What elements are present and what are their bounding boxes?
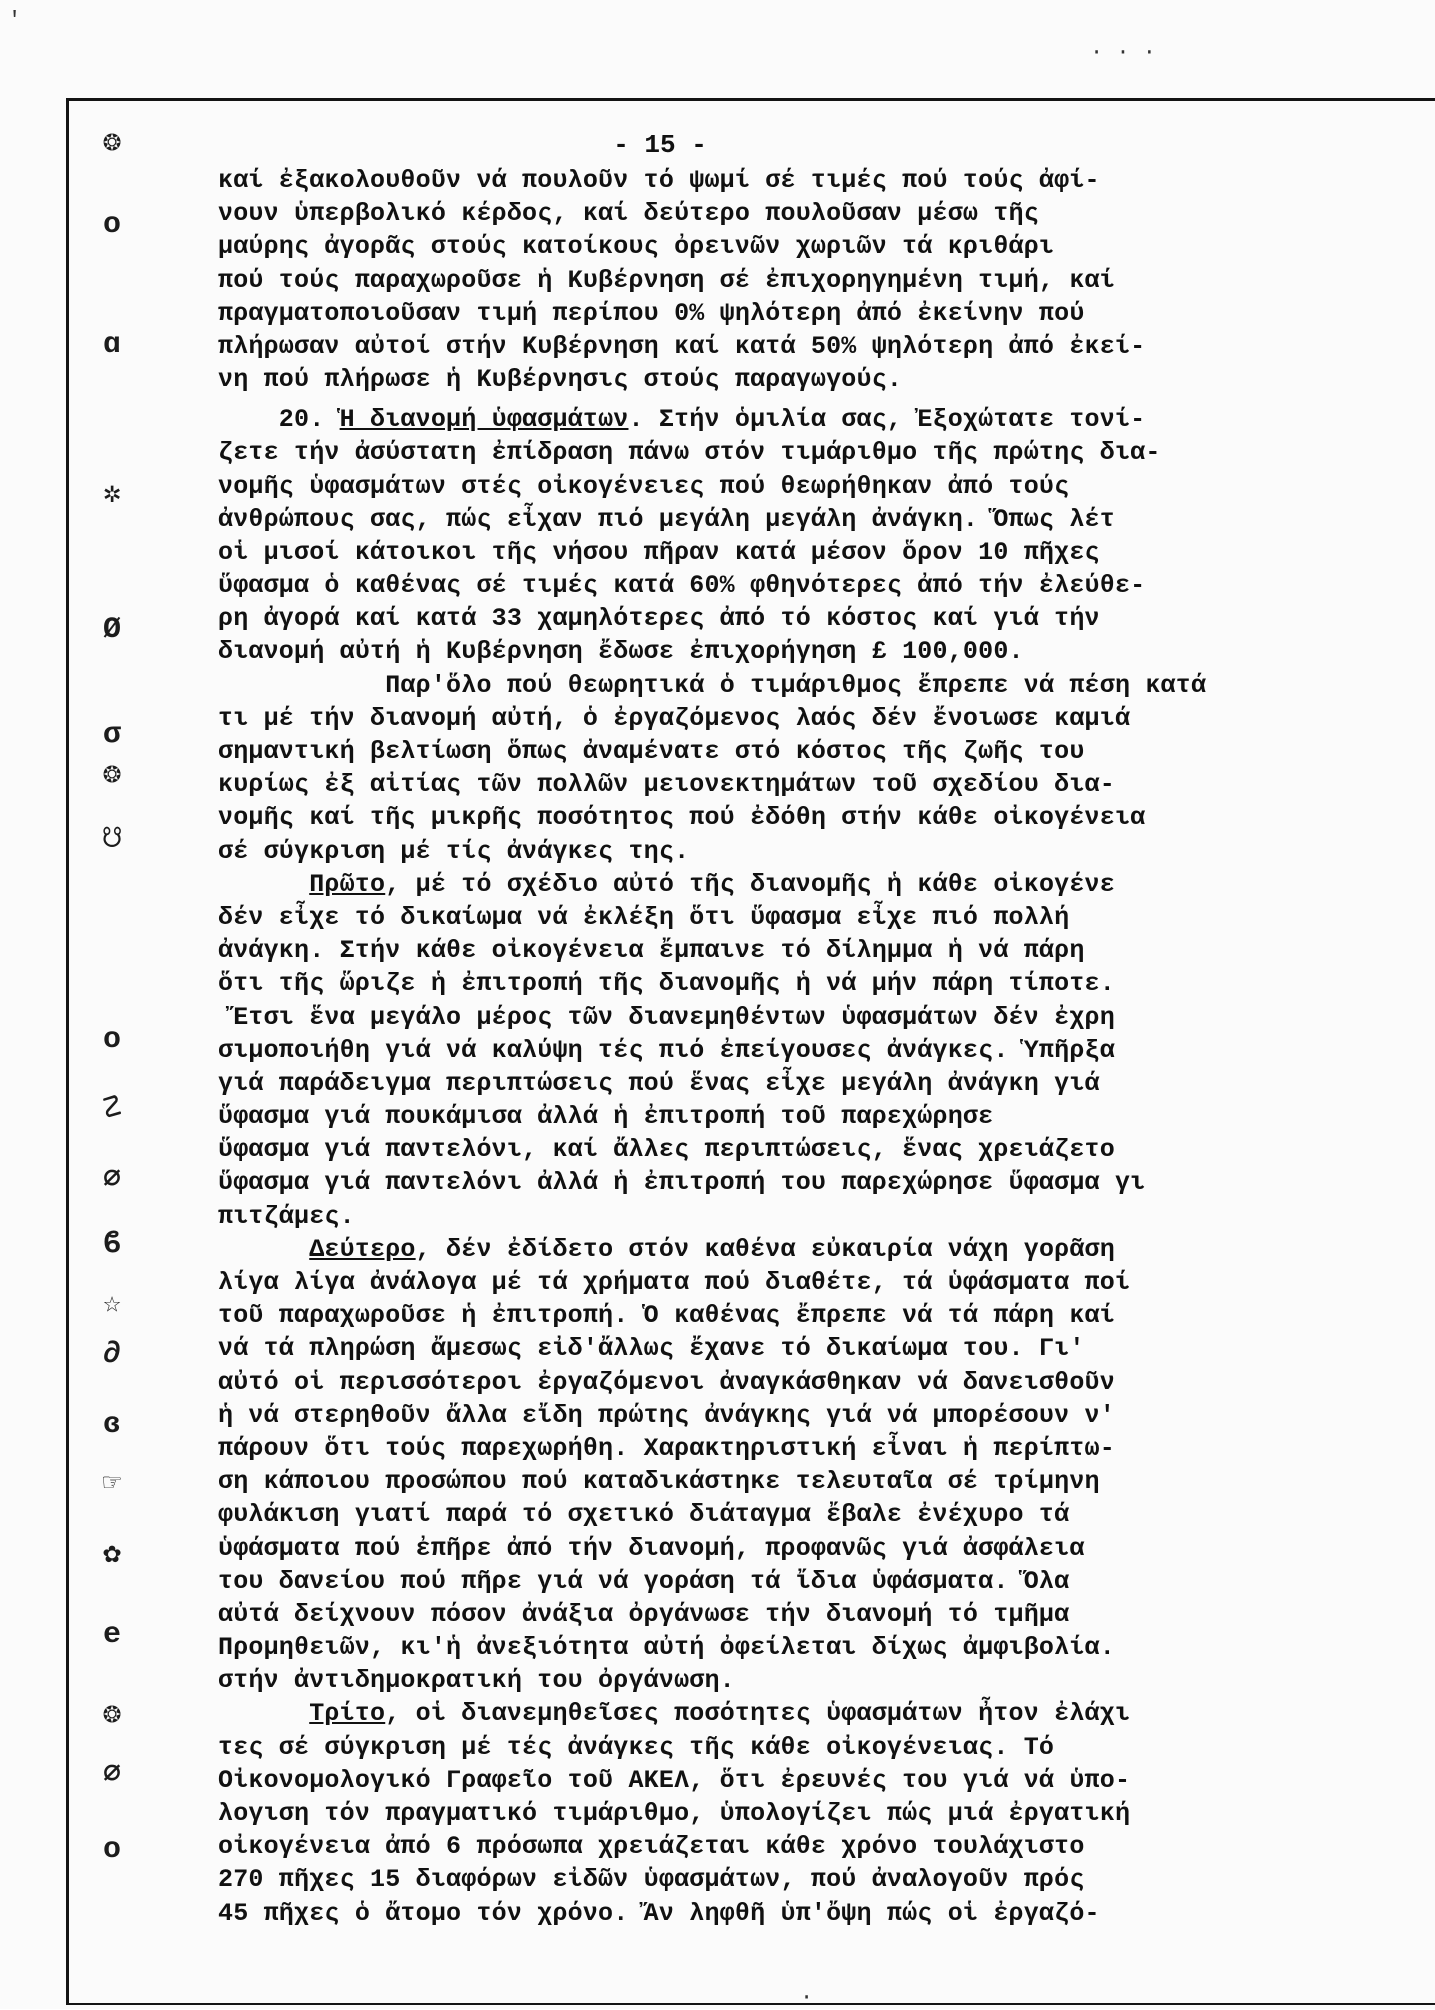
line-text: του δανείου πού πῆρε γιά νά γοράση τά ἴδια ὑφάσματα. Ὅλα <box>218 1566 1070 1596</box>
margin-mark: ☆ <box>102 1288 122 1322</box>
line-text: οἰκογένεια ἀπό 6 πρόσωπα χρειάζεται κάθε χρόνο τουλάχιστο <box>218 1832 1085 1862</box>
line-text: δέν εἶχε τό δικαίωμα νά ἐκλέξη ὅτι ὕφασμα εἶχε πιό πολλή <box>218 902 1070 932</box>
line-text: πάρουν ὅτι τούς παρεχωρήθη. Χαρακτηριστική εἶναι ἡ περίπτω- <box>218 1433 1115 1463</box>
line-text: ρη ἀγορά καί κατά 33 χαμηλότερες ἀπό τό κόστος καί γιά τήν <box>218 604 1100 634</box>
margin-mark: σ <box>102 718 121 752</box>
text-line <box>218 1664 1418 1697</box>
text-line <box>218 801 1418 834</box>
margin-mark: ❂ <box>102 758 122 792</box>
text-line <box>218 197 1418 230</box>
text-line <box>218 1399 1418 1432</box>
text-line <box>218 330 1418 363</box>
line-text: Προμηθειῶν, κι'ἡ ἀνεξιότητα αὐτή ὀφείλεται δίχως ἀμφιβολία. <box>218 1633 1115 1663</box>
text-line <box>218 436 1418 469</box>
text-line <box>218 967 1418 1000</box>
line-lead: 20. <box>218 405 340 435</box>
line-text: αὐτά δείχνουν πόσον ἀνάξια ὀργάνωσε τήν διανομή τό τμῆμα <box>218 1599 1070 1629</box>
text-line <box>218 1465 1418 1498</box>
margin-mark: ☞ <box>102 1468 122 1502</box>
text-line <box>218 363 1418 403</box>
text-line <box>218 1432 1418 1465</box>
line-text: Οἰκονομολογικό Γραφεῖο τοῦ ΑΚΕΛ, ὅτι ἐρευνές του γιά νά ὑπο- <box>218 1765 1131 1795</box>
text-line <box>218 735 1418 768</box>
text-line <box>218 1830 1418 1863</box>
line-text: στήν ἀντιδημοκρατική του ὀργάνωση. <box>218 1666 735 1696</box>
line-text: πιτζάμες. <box>218 1201 355 1231</box>
margin-mark: ∅ <box>102 1758 122 1792</box>
line-lead <box>218 1699 309 1728</box>
margin-mark: ∅ <box>102 1163 122 1197</box>
text-line <box>218 164 1418 197</box>
line-text: λογιση τόν πραγματικό τιμάριθμο, ὑπολογίζει πώς μιά ἐργατική <box>218 1799 1131 1828</box>
text-line <box>218 1200 1418 1233</box>
text-line <box>218 1034 1418 1067</box>
text-line <box>218 1366 1418 1399</box>
line-text: ὑφάσματα πού ἐπῆρε ἀπό τήν διανομή, προφανῶς γιά ἀσφάλεια <box>218 1533 1085 1563</box>
underlined-heading: Τρίτο <box>309 1699 386 1729</box>
text-line <box>218 1897 1418 1930</box>
text-line <box>218 1731 1418 1764</box>
text-line <box>218 702 1418 735</box>
margin-mark: ❂ <box>102 1698 122 1732</box>
line-text: τοῦ παραχωροῦσε ἡ ἐπιτροπή. Ὁ καθένας ἔπρεπε νά τά πάρη καί <box>218 1301 1115 1331</box>
margin-mark: ɑ <box>102 328 121 362</box>
margin-mark: o <box>102 208 121 242</box>
line-text: . Στήν ὁμιλία σας, Ἐξοχώτατε τονί- <box>628 405 1146 435</box>
line-text: νη πού πλήρωσε ἡ Κυβέρνησις στούς παραγωγούς. <box>218 365 903 395</box>
line-text: ὕφασμα ὁ καθένας σέ τιμές κατά 60% φθηνότερες ἀπό τήν ἐλεύθε- <box>218 571 1146 601</box>
text-line <box>218 835 1418 868</box>
line-text: ζετε τήν ἀσύστατη ἐπίδραση πάνω στόν τιμάριθμο τῆς πρώτης δια- <box>218 438 1161 468</box>
text-line <box>218 264 1418 297</box>
line-text: , μέ τό σχέδιο αὐτό τῆς διανομῆς ἡ κάθε οἰκογένε <box>385 869 1115 899</box>
line-text: Ἔτσι ἕνα μεγάλο μέρος τῶν διανεμηθέντων ὑφασμάτων δέν ἐχρη <box>218 1002 1115 1032</box>
line-text: νομῆς καί τῆς μικρῆς ποσότητος πού ἐδόθη στήν κάθε οἰκογένεια <box>218 803 1146 833</box>
line-text: ἡ νά στερηθοῦν ἄλλα εἴδη πρώτης ἀνάγκης γιά νά μπορέσουν ν' <box>218 1400 1115 1430</box>
text-line <box>218 1001 1418 1034</box>
text-line <box>218 768 1418 801</box>
text-line <box>218 536 1418 569</box>
line-text: ὕφασμα γιά παντελόνι ἀλλά ἡ ἐπιτροπή του παρεχώρησε ὕφασμα γι <box>218 1168 1146 1198</box>
scan-speck: · · · <box>1090 40 1157 65</box>
text-line <box>218 1863 1418 1896</box>
line-text: πραγματοποιοῦσαν τιμή περίπου 0% ψηλότερη ἀπό ἐκείνην πού <box>218 298 1085 328</box>
margin-mark: ϐ <box>102 1228 121 1262</box>
text-line <box>218 470 1418 503</box>
line-text: , δέν ἐδίδετο στόν καθένα εὐκαιρία νάχη γορᾶση <box>415 1234 1115 1264</box>
margin-mark: e <box>102 1618 121 1652</box>
line-text: ἀνάγκη. Στήν κάθε οἰκογένεια ἔμπαινε τό δίλημμα ἡ νά πάρη <box>218 936 1085 966</box>
text-line <box>218 669 1418 702</box>
text-line <box>218 1332 1418 1365</box>
text-line <box>218 403 1418 436</box>
text-line <box>218 1067 1418 1100</box>
page-number: - 15 - <box>613 130 707 160</box>
margin-mark: ☋ <box>102 823 122 857</box>
line-text: διανομή αὐτή ἡ Κυβέρνηση ἔδωσε ἐπιχορήγηση £ 100,000. <box>218 637 1024 667</box>
line-text: σιμοποιήθη γιά νά καλύψη τές πιό ἐπείγουσες ἀνάγκες. Ὑπῆρξα <box>218 1035 1115 1065</box>
text-line <box>218 1797 1418 1830</box>
margin-mark: ❂ <box>102 126 122 160</box>
line-lead <box>218 671 385 700</box>
line-text: μαύρης ἀγορᾶς στούς κατοίκους ὀρεινῶν χωριῶν τά κριθάρι <box>218 232 1055 262</box>
line-text: τι μέ τήν διανομή αὐτή, ὁ ἐργαζόμενος λαός δέν ἔνοιωσε καμιά <box>218 703 1131 733</box>
text-line <box>218 1532 1418 1565</box>
text-line <box>218 1598 1418 1631</box>
scan-speck: · <box>800 1985 814 2010</box>
line-lead <box>218 870 309 899</box>
margin-mark: ☡ <box>102 1093 122 1127</box>
line-text: ὕφασμα γιά πουκάμισα ἀλλά ἡ ἐπιτροπή τοῦ παρεχώρησε <box>218 1102 994 1132</box>
text-line <box>218 868 1418 901</box>
line-text: οἱ μισοί κάτοικοι τῆς νήσου πῆραν κατά μέσον ὅρον 10 πῆχες <box>218 537 1100 567</box>
line-lead <box>218 1235 309 1264</box>
line-text: γιά παράδειγμα περιπτώσεις πού ἕνας εἶχε μεγάλη ἀνάγκη γιά <box>218 1068 1100 1098</box>
underlined-heading: Ἡ διανομή ὑφασμάτων <box>339 405 629 435</box>
text-line <box>218 901 1418 934</box>
margin-mark: ✿ <box>102 1538 122 1572</box>
line-text: σημαντική βελτίωση ὅπως ἀναμένατε στό κόστος τῆς ζωῆς του <box>218 737 1085 766</box>
line-text: , οἱ διανεμηθεῖσες ποσότητες ὑφασμάτων ἦτον ἐλάχι <box>385 1699 1131 1729</box>
margin-mark: ∂ <box>102 1338 121 1372</box>
underlined-heading: Πρῶτο <box>309 869 386 899</box>
line-text: ση κάποιου προσώπου πού καταδικάστηκε τελευταῖα σέ τρίμηνη <box>218 1467 1100 1497</box>
line-text: 45 πῆχες ὁ ἄτομο τόν χρόνο. Ἄν ληφθῆ ὑπ'ὄψη πώς οἱ ἐργαζό- <box>218 1898 1100 1928</box>
text-line <box>218 503 1418 536</box>
line-text: νά τά πληρώση ἄμεσως εἰδ'ἄλλως ἔχανε τό δικαίωμα του. Γι' <box>218 1334 1085 1364</box>
line-text: αὐτό οἱ περισσότεροι ἐργαζόμενοι ἀναγκάσθηκαν νά δανεισθοῦν <box>218 1367 1115 1397</box>
text-line <box>218 1631 1418 1664</box>
line-text: σέ σύγκριση μέ τίς ἀνάγκες της. <box>218 836 690 866</box>
line-text: πού τούς παραχωροῦσε ἡ Κυβέρνηση σέ ἐπιχορηγημένη τιμή, καί <box>218 265 1115 295</box>
text-line <box>218 569 1418 602</box>
line-text: νομῆς ὑφασμάτων στές οἰκογένειες πού θεωρήθηκαν ἀπό τούς <box>218 471 1070 501</box>
line-text: ὕφασμα γιά παντελόνι, καί ἄλλες περιπτώσεις, ἕνας χρειάζετο <box>218 1135 1115 1165</box>
line-text: τες σέ σύγκριση μέ τές ἀνάγκες τῆς κάθε οἰκογένειας. Τό <box>218 1732 1055 1762</box>
text-line <box>218 1166 1418 1199</box>
text-line <box>218 1697 1418 1730</box>
line-text: Παρ'ὅλο πού θεωρητικά ὁ τιμάριθμος ἔπρεπε νά πέση κατά <box>385 670 1207 700</box>
line-text: πλήρωσαν αὐτοί στήν Κυβέρνηση καί κατά 50% ψηλότερη ἀπό ἐκεί- <box>218 331 1146 361</box>
text-line <box>218 1100 1418 1133</box>
line-text: νουν ὑπερβολικό κέρδος, καί δεύτερο πουλοῦσαν μέσω τῆς <box>218 199 1039 229</box>
text-line <box>218 1266 1418 1299</box>
margin-mark: o <box>102 1023 121 1057</box>
text-line <box>218 1764 1418 1797</box>
text-line <box>218 1133 1418 1166</box>
line-text: ἀνθρώπους σας, πώς εἶχαν πιό μεγάλη μεγάλη ἀνάγκη. Ὅπως λέτ <box>218 504 1115 534</box>
margin-mark: ɞ <box>102 1408 121 1442</box>
scan-speck: ʹ <box>8 8 22 33</box>
text-line <box>218 230 1418 263</box>
text-line <box>218 602 1418 635</box>
text-line <box>218 635 1418 668</box>
line-text: κυρίως ἐξ αἰτίας τῶν πολλῶν μειονεκτημάτων τοῦ σχεδίου δια- <box>218 770 1115 800</box>
underlined-heading: Δεύτερο <box>309 1234 416 1264</box>
typewritten-body <box>218 164 1418 1930</box>
margin-mark: Ø <box>102 613 121 647</box>
margin-mark: o <box>102 1833 121 1867</box>
text-line <box>218 934 1418 967</box>
line-text: φυλάκιση γιατί παρά τό σχετικό διάταγμα ἔβαλε ἐνέχυρο τά <box>218 1500 1070 1530</box>
line-text: λίγα λίγα ἀνάλογα μέ τά χρήματα πού διαθέτε, τά ὑφάσματα ποί <box>218 1268 1131 1297</box>
text-line <box>218 1498 1418 1531</box>
line-text: καί ἐξακολουθοῦν νά πουλοῦν τό ψωμί σέ τιμές πού τούς ἀφί- <box>218 166 1100 195</box>
text-line <box>218 1565 1418 1598</box>
line-text: 270 πῆχες 15 διαφόρων εἰδῶν ὑφασμάτων, πού ἀναλογοῦν πρός <box>218 1865 1085 1895</box>
margin-mark: ✲ <box>102 478 122 512</box>
text-line <box>218 297 1418 330</box>
line-text: ὅτι τῆς ὥριζε ἡ ἐπιτροπή τῆς διανομῆς ἡ νά μήν πάρη τίποτε. <box>218 969 1115 999</box>
text-line <box>218 1299 1418 1332</box>
text-line <box>218 1233 1418 1266</box>
